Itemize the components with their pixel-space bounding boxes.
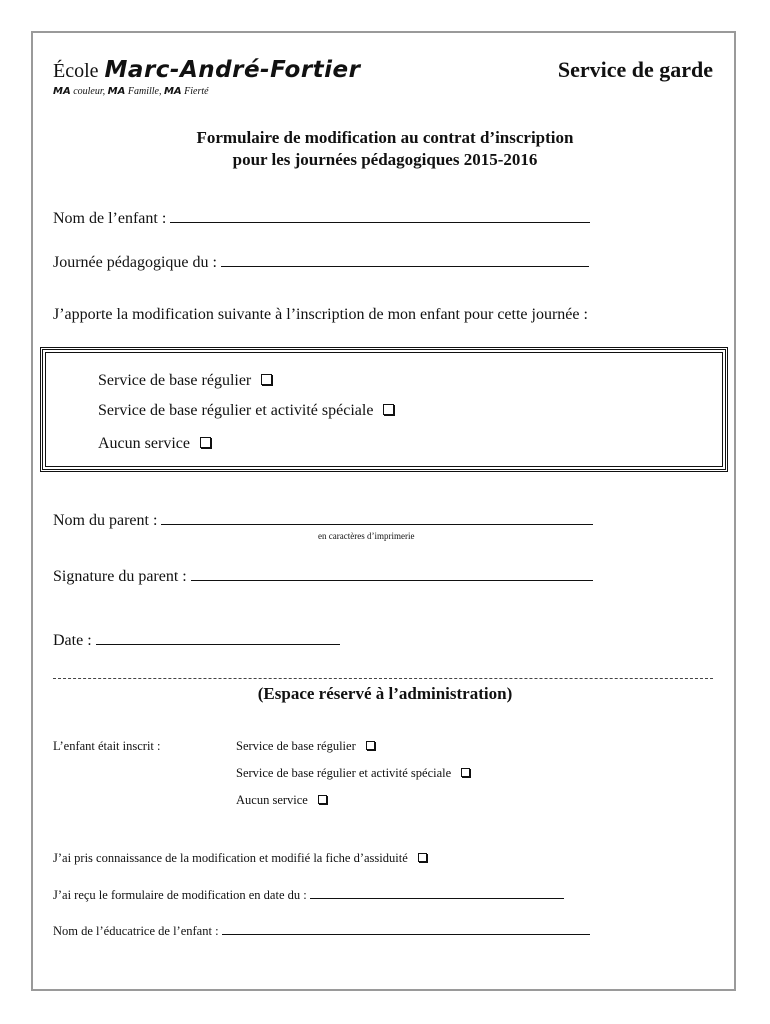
option-checkbox-3[interactable] <box>200 437 211 448</box>
school-motto <box>53 86 209 97</box>
option-row-2 <box>98 402 394 420</box>
school-prefix: École <box>53 60 99 82</box>
motto-text-1: couleur, <box>73 86 106 97</box>
form-title-line-2: pour les journées pédagogiques 2015-2016 <box>232 150 538 169</box>
admin-option-checkbox-2[interactable] <box>461 768 470 777</box>
school-name <box>53 57 360 83</box>
date-label: Date : <box>53 632 92 649</box>
service-title: Service de garde <box>557 57 713 82</box>
motto-ma-2: MA <box>107 86 126 97</box>
date-row <box>53 630 340 650</box>
admin-option-label-1: Service de base régulier <box>236 739 356 753</box>
option-label-2: Service de base régulier et activité spéciale <box>98 402 374 419</box>
parent-name-hint: en caractères d’imprimerie <box>318 531 415 541</box>
parent-signature-field[interactable] <box>191 566 593 581</box>
parent-signature-row <box>53 566 593 586</box>
parent-name-row <box>53 510 593 530</box>
option-row-3 <box>98 435 211 453</box>
admin-educator-label: Nom de l’éducatrice de l’enfant : <box>53 924 219 938</box>
admin-enrolled-label: L’enfant était inscrit : <box>53 739 161 753</box>
parent-name-label: Nom du parent : <box>53 512 158 529</box>
date-field[interactable] <box>96 630 340 645</box>
admin-acknowledged-row <box>53 851 427 866</box>
admin-divider <box>53 678 713 679</box>
child-name-field[interactable] <box>170 208 590 223</box>
admin-option-label-2: Service de base régulier et activité spéciale <box>236 766 452 780</box>
admin-educator-row <box>53 923 590 939</box>
child-name-row <box>53 208 590 228</box>
parent-signature-label: Signature du parent : <box>53 568 187 585</box>
motto-text-2: Famille, <box>127 86 162 97</box>
admin-received-label: J’ai reçu le formulaire de modification en date du : <box>53 888 307 902</box>
child-name-label: Nom de l’enfant : <box>53 210 167 227</box>
admin-received-row <box>53 887 564 903</box>
parent-name-field[interactable] <box>161 510 593 525</box>
motto-text-3: Fierté <box>184 86 209 97</box>
option-row-1 <box>98 372 272 390</box>
form-title-line-1: Formulaire de modification au contrat d’inscription <box>196 128 574 147</box>
admin-received-field[interactable] <box>310 887 564 899</box>
motto-ma-3: MA <box>163 86 182 97</box>
admin-option-row-2 <box>236 766 470 781</box>
ped-day-label: Journée pédagogique du : <box>53 254 217 271</box>
admin-educator-field[interactable] <box>222 923 590 935</box>
admin-option-label-3: Aucun service <box>236 793 308 807</box>
option-checkbox-1[interactable] <box>261 374 272 385</box>
admin-acknowledged-checkbox[interactable] <box>418 853 427 862</box>
admin-option-checkbox-3[interactable] <box>318 795 327 804</box>
motto-ma-1: MA <box>53 86 71 97</box>
option-checkbox-2[interactable] <box>383 404 394 415</box>
school-brand-name: Marc-André-Fortier <box>104 57 361 83</box>
modification-statement: J’apporte la modification suivante à l’inscription de mon enfant pour cette journée : <box>53 306 588 323</box>
ped-day-row <box>53 252 589 272</box>
admin-title: (Espace réservé à l’administration) <box>257 684 513 703</box>
admin-option-row-1 <box>236 739 375 754</box>
option-label-3: Aucun service <box>98 435 190 452</box>
admin-option-checkbox-1[interactable] <box>366 741 375 750</box>
ped-day-field[interactable] <box>221 252 589 267</box>
admin-acknowledged-label: J’ai pris connaissance de la modification et modifié la fiche d’assiduité <box>53 851 408 865</box>
option-label-1: Service de base régulier <box>98 372 252 389</box>
admin-option-row-3 <box>236 793 327 808</box>
